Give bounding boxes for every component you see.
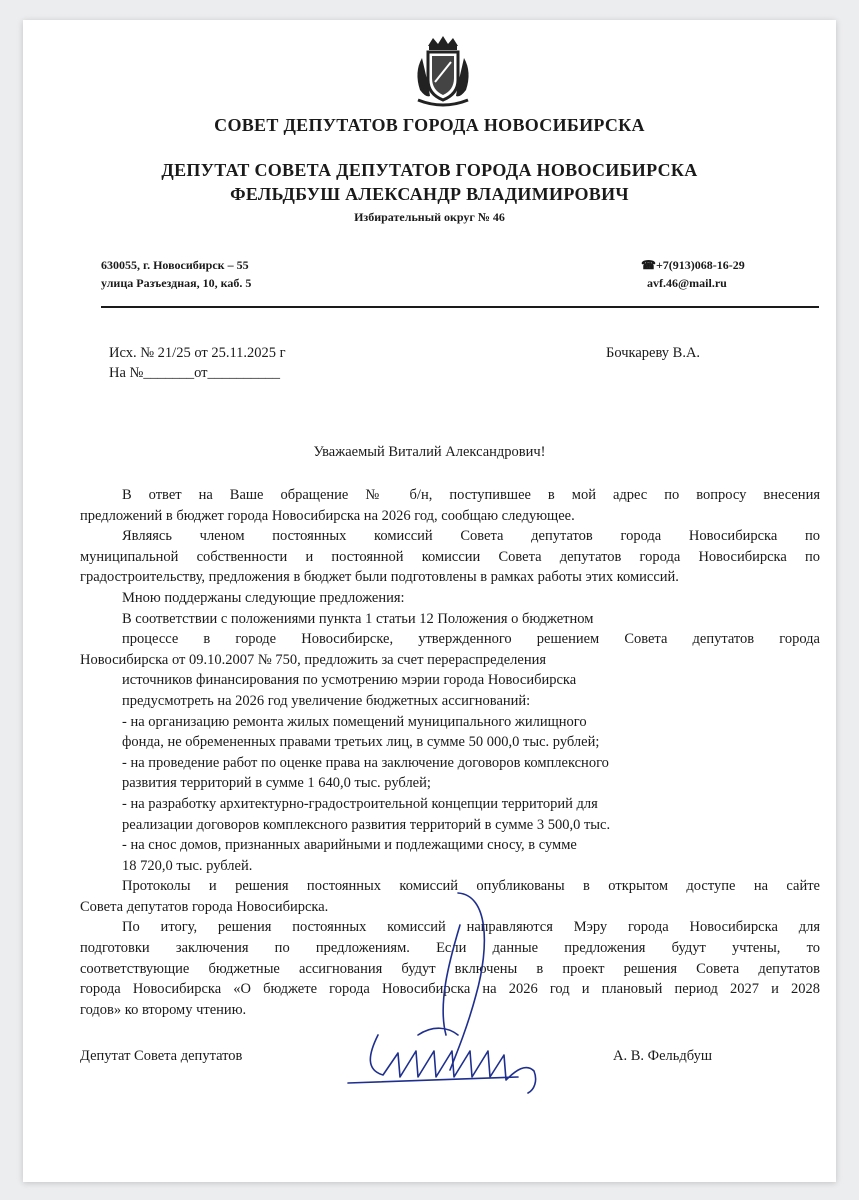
body-line: По итогу, решения постоянных комиссий направляются Мэру города Новосибирска для bbox=[122, 919, 820, 936]
body-line: реализации договоров комплексного развития территорий в сумме 3 500,0 тыс. bbox=[122, 816, 611, 833]
city-coat-of-arms-icon bbox=[408, 32, 478, 108]
body-line: Новосибирска от 09.10.2007 № 750, предложить за счет перераспределения bbox=[80, 651, 547, 668]
email-address: avf.46@mail.ru bbox=[647, 276, 727, 290]
body-line: Совета депутатов города Новосибирска. bbox=[80, 898, 329, 915]
body-line: развития территорий в сумме 1 640,0 тыс. рублей; bbox=[122, 775, 431, 792]
body-line: источников финансирования по усмотрению мэрии города Новосибирска bbox=[122, 672, 577, 689]
signatory-name: А. В. Фельдбуш bbox=[613, 1048, 713, 1064]
recipient-name: Бочкареву В.А. bbox=[606, 345, 701, 361]
body-line: подготовки заключения по предложениям. Если данные предложения будут учтены, то bbox=[80, 940, 820, 957]
body-line: годов» ко второму чтению. bbox=[80, 1001, 247, 1018]
outgoing-reference: Исх. № 21/25 от 25.11.2025 г bbox=[109, 345, 286, 361]
body-line: - на снос домов, признанных аварийными и подлежащими сносу, в сумме bbox=[122, 837, 577, 854]
body-line: соответствующие бюджетные ассигнования будут включены в проект решения Совета депутатов bbox=[80, 960, 820, 977]
body-line: - на организацию ремонта жилых помещений муниципального жилищного bbox=[122, 713, 587, 730]
handwritten-signature-icon bbox=[338, 885, 578, 1095]
body-line: предложений в бюджет города Новосибирска на 2026 год, сообщаю следующее. bbox=[80, 507, 575, 524]
header-divider bbox=[101, 306, 819, 308]
body-line: Протоколы и решения постоянных комиссий опубликованы в открытом доступе на сайте bbox=[122, 878, 820, 895]
body-line: В ответ на Ваше обращение № б/н, поступившее в мой адрес по вопросу внесения bbox=[122, 487, 820, 503]
body-line: В соответствии с положениями пункта 1 статьи 12 Положения о бюджетном bbox=[122, 610, 594, 627]
deputy-name: ФЕЛЬДБУШ АЛЕКСАНДР ВЛАДИМИРОВИЧ bbox=[230, 184, 629, 204]
body-line: предусмотреть на 2026 год увеличение бюджетных ассигнований: bbox=[122, 692, 531, 709]
body-line: фонда, не обремененных правами третьих лиц, в сумме 50 000,0 тыс. рублей; bbox=[122, 734, 600, 751]
incoming-reference: На №_______от__________ bbox=[109, 365, 281, 381]
electoral-district: Избирательный округ № 46 bbox=[354, 210, 505, 224]
body-line: - на разработку архитектурно-градостроительной концепции территорий для bbox=[122, 795, 598, 812]
body-line: - на проведение работ по оценке права на заключение договоров комплексного bbox=[122, 754, 609, 771]
address-line-1: 630055, г. Новосибирск – 55 bbox=[101, 258, 249, 272]
letter-page bbox=[23, 20, 836, 1182]
organization-title: СОВЕТ ДЕПУТАТОВ ГОРОДА НОВОСИБИРСКА bbox=[214, 115, 645, 135]
phone-number: ☎+7(913)068-16-29 bbox=[641, 258, 745, 272]
body-line: Мною поддержаны следующие предложения: bbox=[122, 589, 405, 606]
body-line: градостроительству, предложения в бюджет были подготовлены в рамках работы этих комиссий. bbox=[80, 569, 679, 586]
signatory-position: Депутат Совета депутатов bbox=[80, 1048, 243, 1064]
body-line: города Новосибирска «О бюджете города Новосибирска на 2026 год и плановый период 2027 и 2028 bbox=[80, 981, 820, 998]
address-line-2: улица Разъездная, 10, каб. 5 bbox=[101, 276, 252, 290]
body-line: процессе в городе Новосибирске, утвержденного решением Совета депутатов города bbox=[122, 631, 820, 648]
deputy-title: ДЕПУТАТ СОВЕТА ДЕПУТАТОВ ГОРОДА НОВОСИБИРСКА bbox=[161, 160, 698, 180]
greeting: Уважаемый Виталий Александрович! bbox=[313, 444, 546, 460]
body-line: муниципальной собственности и постоянной комиссии Совета депутатов города Новосибирска по bbox=[80, 548, 820, 565]
body-line: Являясь членом постоянных комиссий Совета депутатов города Новосибирска по bbox=[122, 528, 820, 545]
body-line: 18 720,0 тыс. рублей. bbox=[122, 857, 253, 874]
